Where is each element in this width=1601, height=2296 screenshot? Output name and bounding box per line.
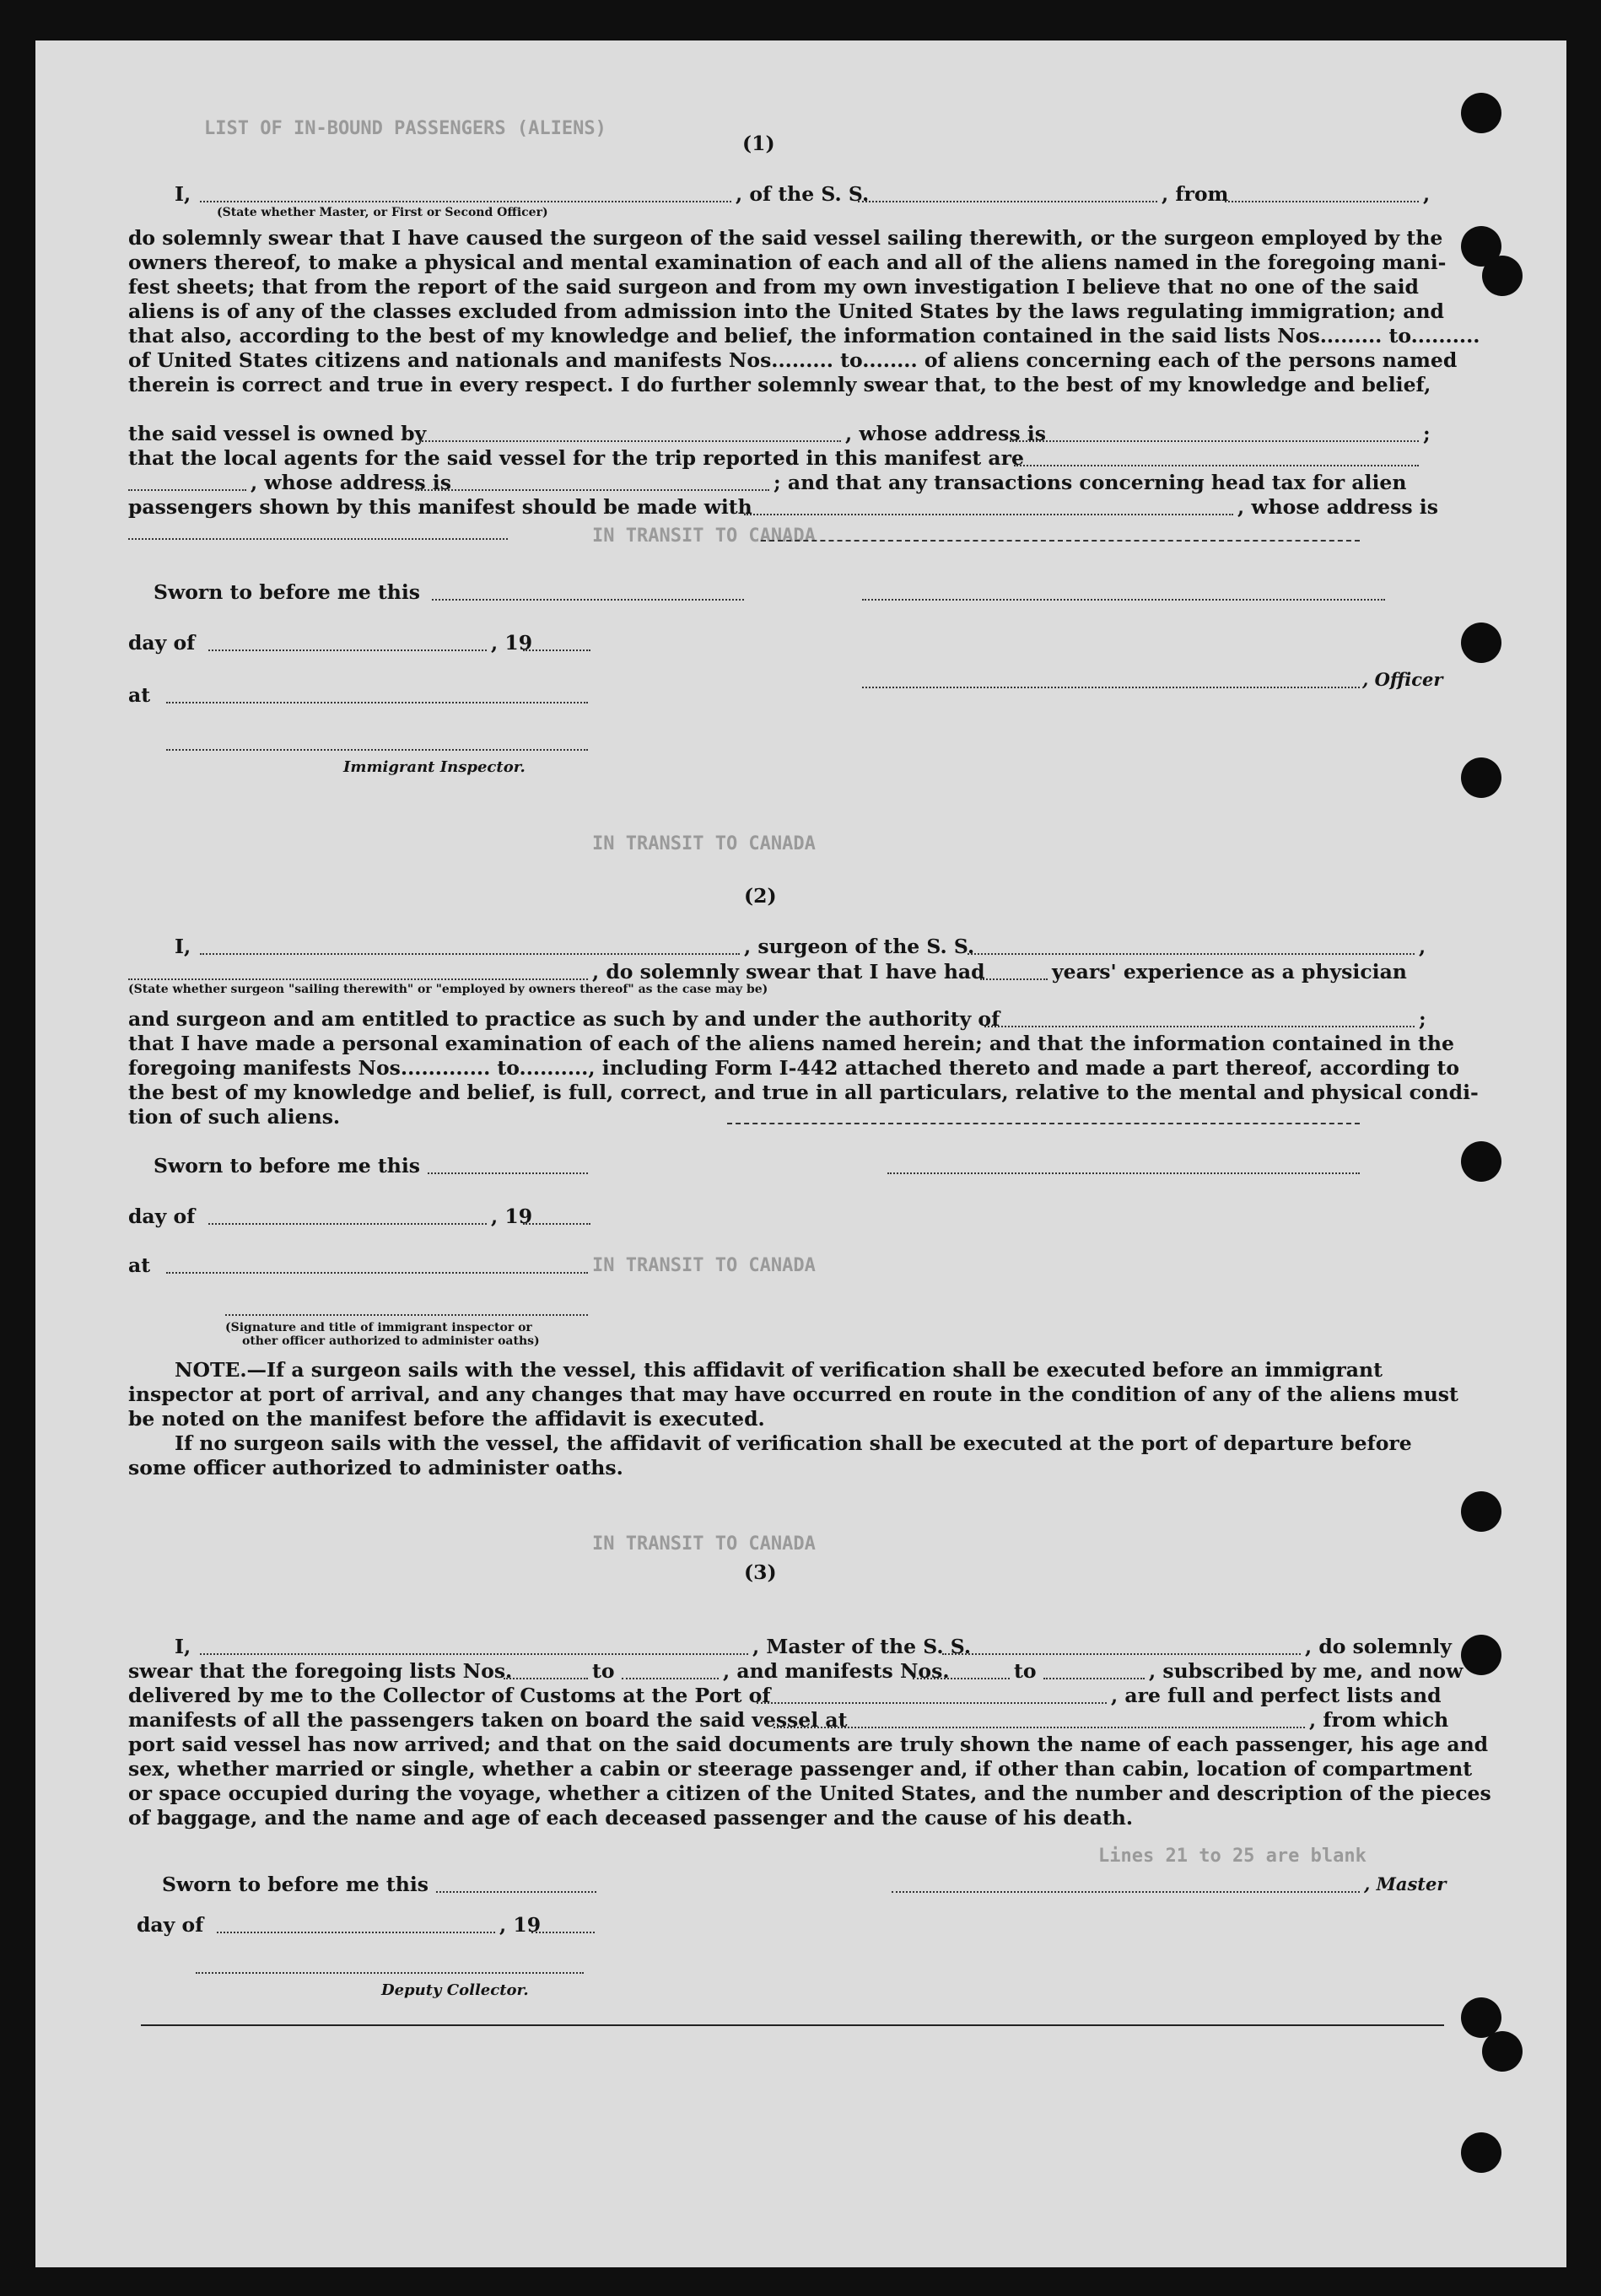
- s1-line: owners thereof, to make a physical and mental examination of each and all of the aliens named in the foregoing mani-: [128, 251, 1447, 274]
- s1-semicolon: ;: [1423, 422, 1431, 445]
- s2-at-field: [166, 1272, 588, 1274]
- note-line: some officer authorized to administer oaths.: [128, 1456, 623, 1479]
- s1-last-address-field: [128, 538, 508, 540]
- s2-dashed-line: [727, 1123, 1360, 1124]
- s3-port-field: [757, 1702, 1107, 1704]
- s2-practice-label: and surgeon and am entitled to practice as such by and under the authority of: [128, 1007, 1000, 1031]
- s3-taken-label: manifests of all the passengers taken on board the said vessel at: [128, 1708, 848, 1732]
- s1-agents-line2-field: [128, 489, 246, 491]
- s2-capacity-field: [128, 978, 588, 980]
- s3-master-signature-field: [892, 1891, 1360, 1893]
- section-2-number: (2): [744, 884, 777, 908]
- s2-i-label: I,: [175, 935, 191, 958]
- s2-surgeon-signature-field: [887, 1172, 1360, 1174]
- s3-to-label: to: [592, 1659, 615, 1683]
- bottom-rule: [141, 2024, 1444, 2026]
- s1-at-label: at: [128, 683, 151, 707]
- s2-at-label: at: [128, 1253, 151, 1277]
- note-line: NOTE.—If a surgeon sails with the vessel, this affidavit of verification shall be executed before an immigrant: [175, 1358, 1383, 1382]
- note-line: inspector at port of arrival, and any changes that may have occurred en route in the condition of any of the aliens must: [128, 1382, 1458, 1406]
- s1-comma: ,: [1423, 182, 1431, 206]
- s3-deputy-caption: Deputy Collector.: [381, 1981, 529, 1999]
- s2-line: tion of such aliens.: [128, 1105, 341, 1129]
- bleed-through-text: LIST OF IN-BOUND PASSENGERS (ALIENS): [204, 118, 606, 139]
- s1-from-label: , from: [1162, 182, 1229, 206]
- s3-master-caption: , Master: [1364, 1873, 1447, 1894]
- s2-day-field: [208, 1223, 487, 1225]
- s2-line: foregoing manifests Nos............. to.........., including Form I-442 attached thereto and made a part thereof, according to: [128, 1056, 1460, 1080]
- s1-officer-field: [200, 201, 731, 202]
- s1-i-label: I,: [175, 182, 191, 206]
- s1-sworn-label: Sworn to before me this: [154, 580, 421, 604]
- s1-year-label: , 19: [491, 631, 533, 655]
- s2-ship-field: [968, 953, 1415, 955]
- s1-officer-field-2: [862, 687, 1360, 688]
- section-1-number: (1): [742, 132, 775, 155]
- s3-master-name-field: [200, 1653, 748, 1655]
- s2-surgeon-name-field: [200, 953, 740, 955]
- s2-official-caption-2: other officer authorized to administer oaths): [242, 1334, 540, 1348]
- s3-ship-field: [942, 1653, 1301, 1655]
- binder-hole: [1482, 2031, 1523, 2072]
- bleed-through-text: IN TRANSIT TO CANADA: [592, 833, 816, 854]
- binder-hole: [1461, 757, 1501, 798]
- bleed-through-text: IN TRANSIT TO CANADA: [592, 1533, 816, 1555]
- s1-day-field: [208, 649, 487, 651]
- s1-sworn-field: [432, 599, 744, 601]
- s3-day-label: day of: [137, 1913, 204, 1937]
- s3-deputy-field: [196, 1972, 584, 1974]
- s2-comma: ,: [1419, 935, 1426, 958]
- s2-official-field: [225, 1314, 588, 1316]
- s1-officer-caption: (State whether Master, or First or Second Officer): [217, 206, 548, 219]
- s1-owner-address-field: [1010, 440, 1419, 442]
- bleed-through-text: IN TRANSIT TO CANADA: [592, 525, 816, 547]
- binder-hole: [1461, 623, 1501, 663]
- s1-owner-field: [419, 440, 841, 442]
- s1-agent-address-label: , whose address is: [251, 471, 451, 494]
- s1-ss-label: , of the S. S.: [736, 182, 870, 206]
- manifest-affidavit-page: [35, 40, 1566, 2267]
- s2-line: the best of my knowledge and belief, is full, correct, and true in all particulars, relative to the mental and physical condi-: [128, 1081, 1479, 1104]
- s1-line: therein is correct and true in every respect. I do further solemnly swear that, to the best of my knowledge and belief,: [128, 373, 1431, 396]
- bleed-through-text: Lines 21 to 25 are blank: [1098, 1846, 1367, 1867]
- s1-line: of United States citizens and nationals and manifests Nos......... to........ of aliens concerning each of the persons named: [128, 348, 1458, 372]
- note-line: be noted on the manifest before the affidavit is executed.: [128, 1407, 765, 1431]
- s3-collector-label: delivered by me to the Collector of Customs at the Port of: [128, 1684, 771, 1707]
- s1-line: aliens is of any of the classes excluded from admission into the United States by the laws regulating immigration; and: [128, 299, 1444, 323]
- s3-day-field: [217, 1932, 495, 1933]
- s2-swear-label: , do solemnly swear that I have had: [592, 960, 985, 984]
- s1-made-with-field: [744, 514, 1233, 515]
- s1-inspector-caption: Immigrant Inspector.: [343, 758, 526, 776]
- s3-lists-label: swear that the foregoing lists Nos.: [128, 1659, 513, 1683]
- s2-semicolon: ;: [1419, 1007, 1426, 1031]
- binder-hole: [1461, 1141, 1501, 1182]
- s3-line: or space occupied during the voyage, whether a citizen of the United States, and the number and description of the pieces: [128, 1781, 1491, 1805]
- s1-agents-label: that the local agents for the said vessel for the trip reported in this manifest are: [128, 446, 1024, 470]
- s3-solemnly-label: , do solemnly: [1305, 1635, 1452, 1658]
- s2-official-caption-1: (Signature and title of immigrant inspector or: [225, 1321, 532, 1334]
- s3-sworn-label: Sworn to before me this: [162, 1873, 429, 1896]
- s3-line: port said vessel has now arrived; and that on the said documents are truly shown the name of each passenger, his age and: [128, 1733, 1489, 1756]
- s1-dashed-line: [761, 540, 1360, 542]
- s1-agent-address-field: [415, 489, 769, 491]
- s1-ship-field: [858, 201, 1157, 202]
- s2-line: that I have made a personal examination of each of the aliens named herein; and that the information contained in the: [128, 1032, 1454, 1055]
- s3-taken-at-field: [774, 1727, 1305, 1728]
- s3-master-ss-label: , Master of the S. S.: [752, 1635, 972, 1658]
- s2-capacity-caption: (State whether surgeon "sailing therewith" or "employed by owners thereof" as the case may be): [128, 983, 768, 996]
- s2-year-label: , 19: [491, 1205, 533, 1228]
- s3-line: of baggage, and the name and age of each deceased passenger and the cause of his death.: [128, 1806, 1134, 1830]
- s1-address-label: , whose address is: [845, 422, 1046, 445]
- s3-line: sex, whether married or single, whether a cabin or steerage passenger and, if other than cabin, location of compartment: [128, 1757, 1473, 1781]
- s3-full-label: , are full and perfect lists and: [1111, 1684, 1442, 1707]
- s2-sworn-label: Sworn to before me this: [154, 1154, 421, 1178]
- s3-from-which-label: , from which: [1309, 1708, 1449, 1732]
- bleed-through-text: IN TRANSIT TO CANADA: [592, 1255, 816, 1276]
- s1-officer-signature-field: [862, 599, 1385, 601]
- s2-years-field: [980, 978, 1048, 980]
- binder-hole: [1461, 1635, 1501, 1675]
- s3-i-label: I,: [175, 1635, 191, 1658]
- binder-hole: [1461, 93, 1501, 133]
- s1-whose-address-label: , whose address is: [1237, 495, 1438, 519]
- s2-sworn-field: [428, 1172, 588, 1174]
- binder-hole: [1461, 2132, 1501, 2173]
- note-line: If no surgeon sails with the vessel, the affidavit of verification shall be executed at the port of departure before: [175, 1431, 1412, 1455]
- s2-authority-field: [984, 1026, 1415, 1027]
- s3-manifests-to-field: [1043, 1678, 1145, 1679]
- s3-year-field: [531, 1932, 595, 1933]
- s3-manifests-from-field: [913, 1678, 1010, 1679]
- s1-line: do solemnly swear that I have caused the surgeon of the said vessel sailing therewith, or the surgeon employed by the: [128, 226, 1443, 250]
- s1-made-with-label: passengers shown by this manifest should be made with: [128, 495, 752, 519]
- s1-from-field: [1225, 201, 1419, 202]
- s1-at-field: [166, 702, 588, 703]
- s1-line: that also, according to the best of my knowledge and belief, the information contained in the said lists Nos......... to..........: [128, 324, 1480, 348]
- s2-year-field: [523, 1223, 590, 1225]
- binder-hole: [1461, 1491, 1501, 1532]
- s1-day-label: day of: [128, 631, 196, 655]
- s3-year-label: , 19: [499, 1913, 542, 1937]
- s3-sworn-field: [436, 1891, 596, 1893]
- s3-lists-from-field: [504, 1678, 588, 1679]
- binder-hole: [1482, 256, 1523, 296]
- s2-surgeon-ss-label: , surgeon of the S. S.: [744, 935, 975, 958]
- s1-officer-caption-right: , Officer: [1362, 669, 1443, 690]
- s2-years-label: years' experience as a physician: [1052, 960, 1407, 984]
- s1-year-field: [523, 649, 590, 651]
- s3-manifests-label: , and manifests Nos.: [723, 1659, 950, 1683]
- s1-owned-label: the said vessel is owned by: [128, 422, 427, 445]
- s1-inspector-field: [166, 749, 588, 751]
- s2-day-label: day of: [128, 1205, 196, 1228]
- s3-subscribed-label: , subscribed by me, and now: [1149, 1659, 1464, 1683]
- s3-lists-to-field: [622, 1678, 719, 1679]
- s1-agents-field: [1014, 465, 1419, 466]
- section-3-number: (3): [744, 1560, 777, 1584]
- s1-line: fest sheets; that from the report of the said surgeon and from my own investigation I believe that no one of the said: [128, 275, 1419, 299]
- s3-to2-label: to: [1014, 1659, 1037, 1683]
- s1-headtax-label: ; and that any transactions concerning head tax for alien: [774, 471, 1407, 494]
